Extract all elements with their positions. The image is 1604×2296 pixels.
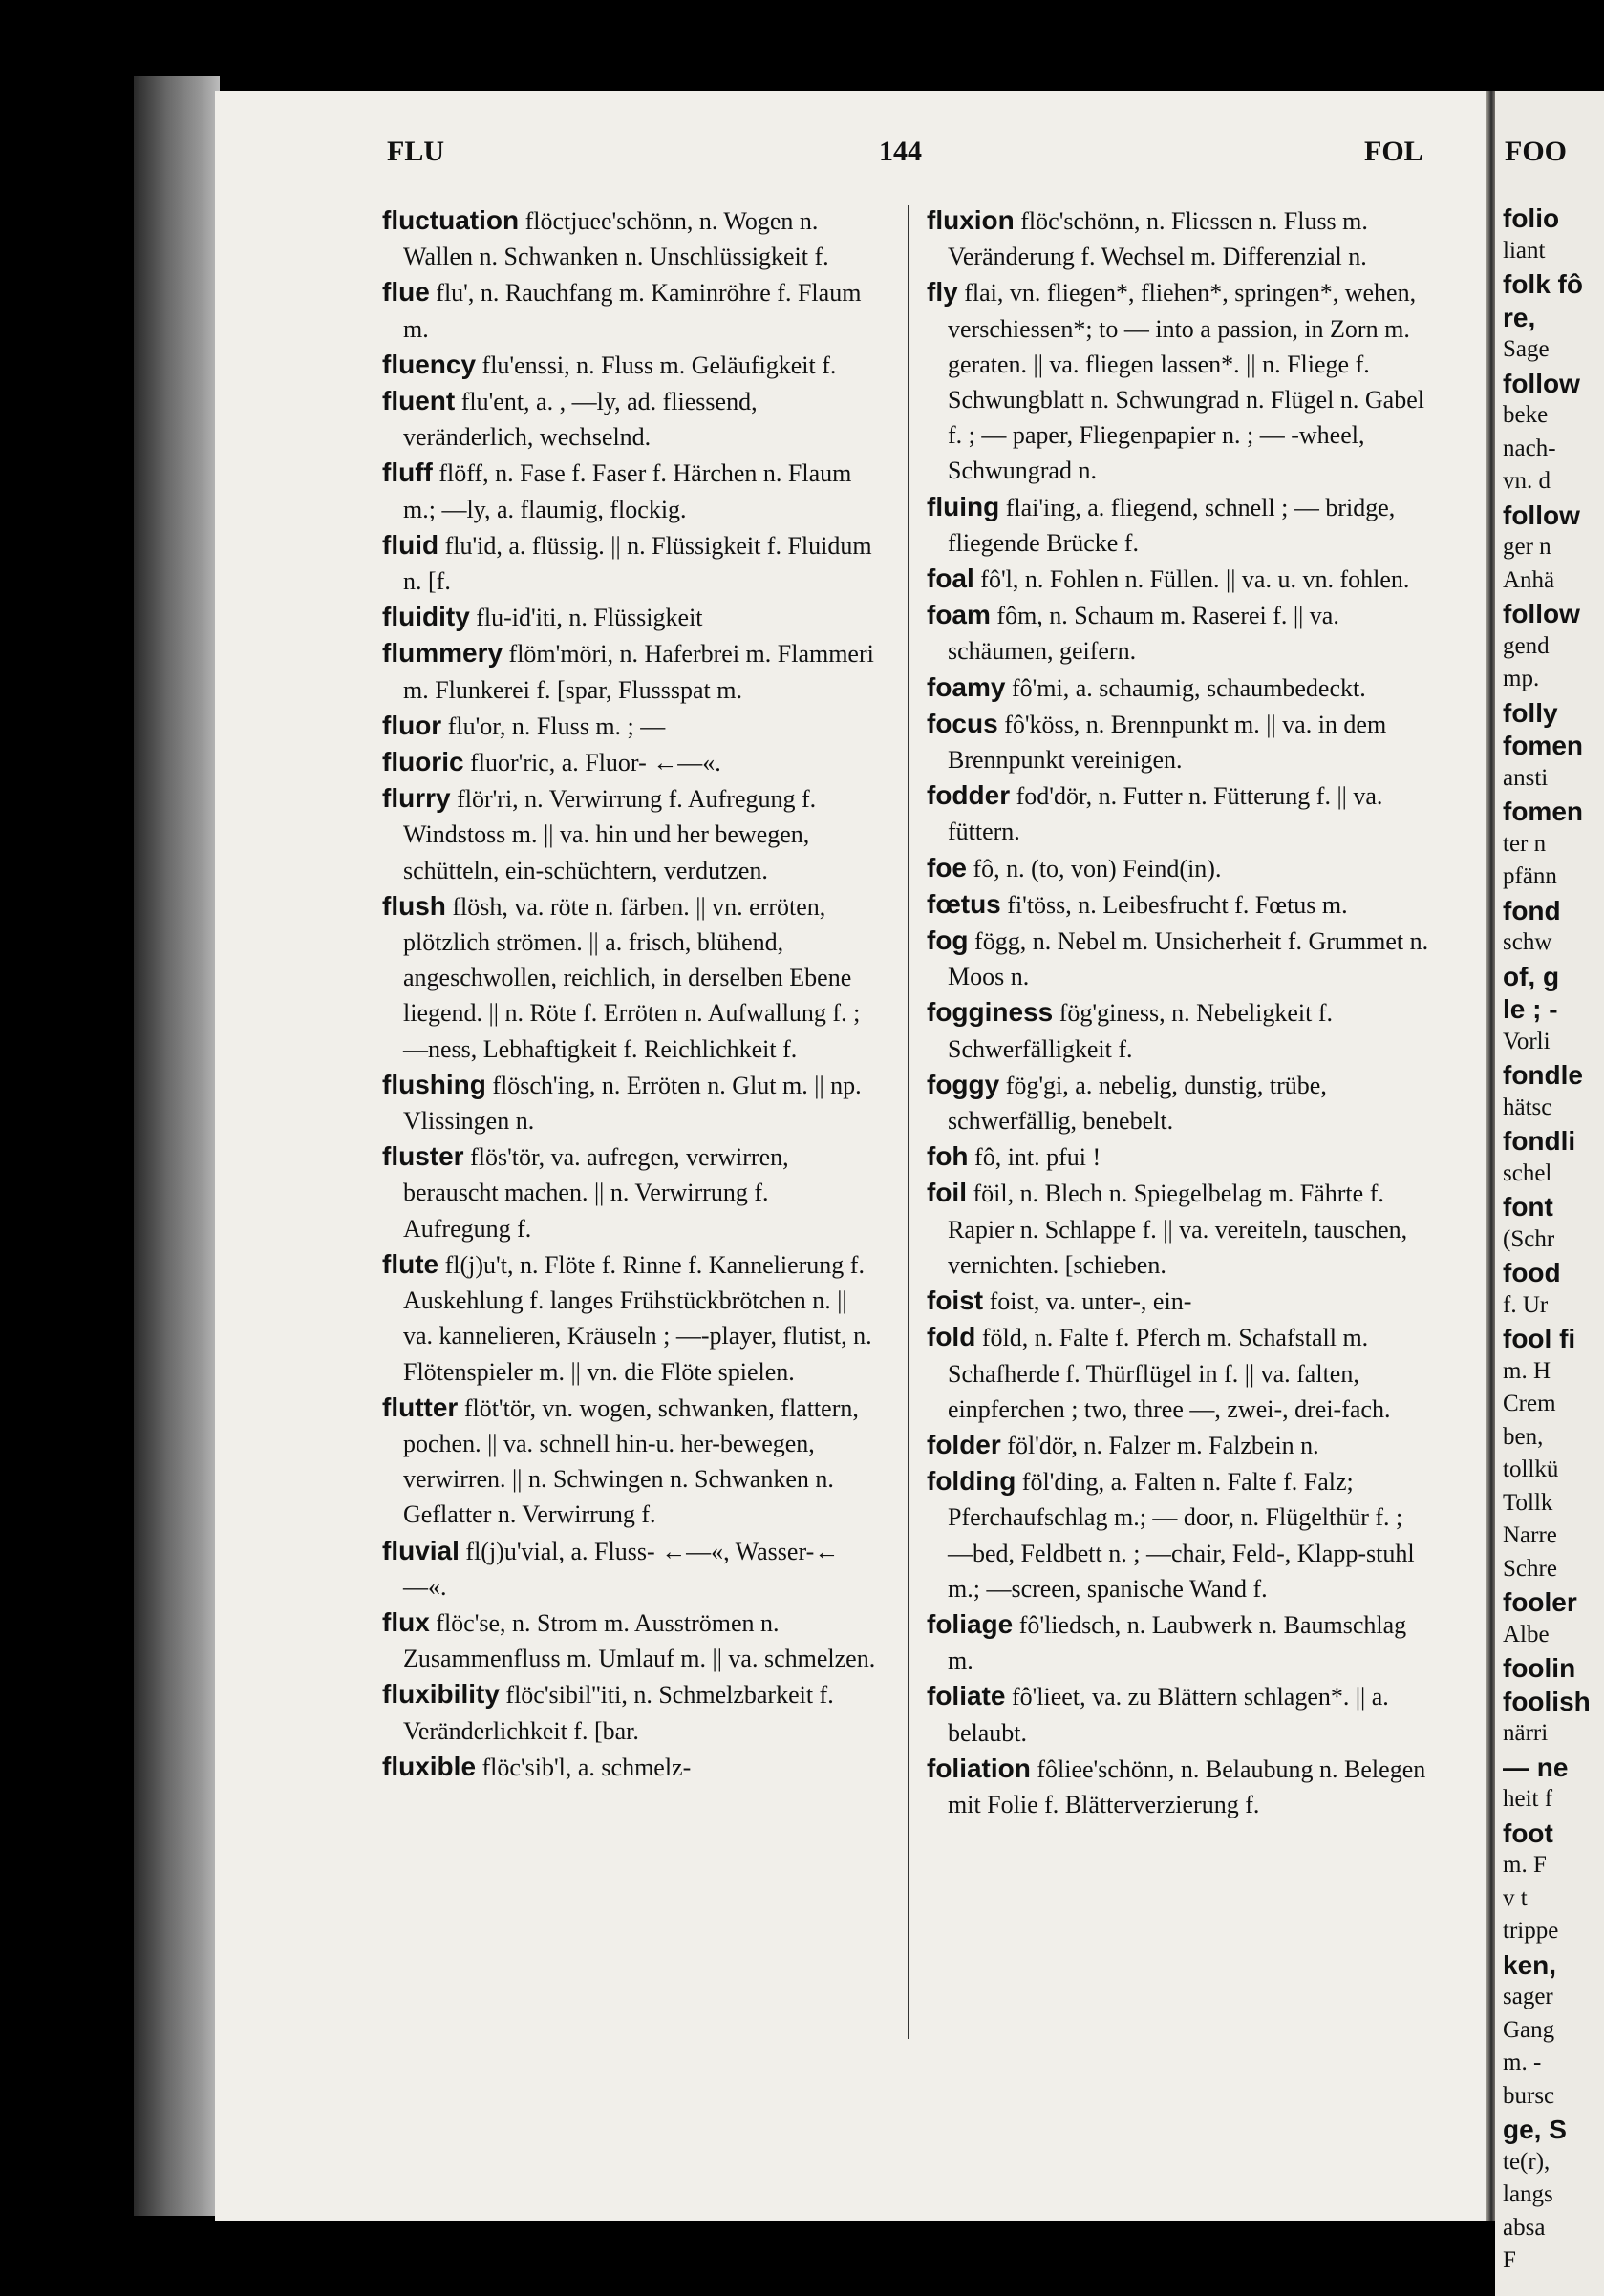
- right-page-line: fomen: [1503, 731, 1583, 760]
- dictionary-entry: foliation fôliee'schönn, n. Belaubung n. Belegen mit Folie f. Blätterverzierung f.: [927, 1753, 1426, 1818]
- dictionary-entry: foamy fô'mi, a. schaumig, schaumbedeckt.: [927, 671, 1366, 702]
- dictionary-entry: flute fl(j)u't, n. Flöte f. Rinne f. Kannelierung f. Auskehlung f. langes Frühstückbrötchen n. || va. kannelieren, Kräuseln ; —-player, flutist, n. Flötenspieler m. || vn. die Flöte spielen.: [382, 1248, 872, 1386]
- dictionary-entry: fœtus fi'töss, n. Leibesfrucht f. Fœtus m.: [927, 888, 1348, 919]
- dictionary-entry: fluster flös'tör, va. aufregen, verwirren, berauscht machen. || n. Verwirrung f. Aufregung f.: [382, 1141, 789, 1243]
- dictionary-entry: foh fô, int. pfui !: [927, 1141, 1101, 1172]
- right-page-line: langs: [1503, 2181, 1553, 2207]
- right-page-line: Gang: [1503, 2016, 1555, 2043]
- right-page-line: le ; -: [1503, 994, 1558, 1024]
- right-page-line: fondle: [1503, 1060, 1583, 1090]
- dictionary-entry: fly flai, vn. fliegen*, fliehen*, springen*, wehen, verschiessen*; to — into a passion, in Zorn m. geraten. || va. fliegen lassen*. || n. Fliege f. Schwungblatt n. Schwungrad n. Flügel n. Gabel f. ; — paper, Fliegenpapier n. ; — -wheel, Schwungrad n.: [927, 277, 1424, 485]
- dictionary-entry: fluxibility flöc'sibil''iti, n. Schmelzbarkeit f. Veränderlichkeit f. [bar.: [382, 1679, 834, 1745]
- right-page-line: ken,: [1503, 1949, 1557, 1980]
- dictionary-entry: folding föl'ding, a. Falten n. Falte f. Falz; Pferchaufschlag m.; — door, n. Flügelthür f. ; —bed, Feldbett n. ; —chair, Feld-, Klapp-stuhl m.; —screen, spanische Wand f.: [927, 1466, 1415, 1603]
- right-page-line: — ne: [1503, 1752, 1569, 1782]
- dictionary-entry: foliate fô'lieet, va. zu Blättern schlagen*. || a. belaubt.: [927, 1681, 1389, 1747]
- dictionary-entry: fodder fod'dör, n. Futter n. Fütterung f. || va. füttern.: [927, 780, 1383, 846]
- right-page-line: v t: [1503, 1884, 1528, 1911]
- right-page-line: beke: [1503, 402, 1549, 428]
- right-page-line: foot: [1503, 1818, 1553, 1848]
- right-page-line: Sage: [1503, 336, 1550, 362]
- dictionary-entry: fluoric fluor'ric, a. Fluor- ←—«.: [382, 747, 721, 777]
- right-page-line: sager: [1503, 1984, 1553, 2009]
- page-number: 144: [879, 136, 922, 167]
- dictionary-entry: fogginess fög'giness, n. Nebeligkeit f. Schwerfälligkeit f.: [927, 997, 1334, 1063]
- right-page-line: follow: [1503, 599, 1580, 628]
- right-page-line: m. -: [1503, 2050, 1542, 2075]
- dictionary-entry: foliage fô'liedsch, n. Laubwerk n. Baumschlag m.: [927, 1608, 1407, 1675]
- dictionary-entry: flurry flör'ri, n. Verwirrung f. Aufregung f. Windstoss m. || va. hin und her bewegen, schütteln, ein-schüchtern, verdutzen.: [382, 783, 817, 884]
- right-page-line: Albe: [1503, 1621, 1550, 1648]
- right-page-line: mp.: [1503, 666, 1540, 691]
- right-page-line: fomen: [1503, 797, 1583, 826]
- header-left: FLU: [387, 136, 444, 167]
- right-page-line: Narre: [1503, 1522, 1557, 1548]
- right-page-line: ansti: [1503, 764, 1549, 791]
- right-page-line: (Schr: [1503, 1225, 1555, 1252]
- dictionary-entry: fluidity flu-id'iti, n. Flüssigkeit: [382, 602, 703, 632]
- dictionary-entry: flue flu', n. Rauchfang m. Kaminröhre f. Flaum m.: [382, 277, 862, 343]
- right-page-line: of, g: [1503, 961, 1560, 991]
- right-page-line: folly: [1503, 697, 1558, 728]
- column-divider: [908, 205, 909, 2039]
- right-page-line: tollkü: [1503, 1456, 1559, 1482]
- dictionary-entry: fluvial fl(j)u'vial, a. Fluss- ←—«, Wasser-←—«.: [382, 1535, 840, 1601]
- right-page-line: Schre: [1503, 1555, 1557, 1582]
- right-page-line: foolin: [1503, 1653, 1576, 1683]
- right-page-line: Anhä: [1503, 566, 1555, 593]
- right-page: [1495, 91, 1604, 2296]
- right-page-line: ter n: [1503, 830, 1547, 857]
- right-page-line: fond: [1503, 895, 1561, 925]
- dictionary-entry: fluxion flöc'schönn, n. Fliessen n. Fluss m. Veränderung f. Wechsel m. Differenzial n.: [927, 205, 1368, 271]
- right-page-line: nach-: [1503, 435, 1556, 461]
- dictionary-entry: foggy fög'gi, a. nebelig, dunstig, trübe, schwerfällig, benebelt.: [927, 1069, 1327, 1136]
- dictionary-entry: flux flöc'se, n. Strom m. Ausströmen n. Zusammenfluss m. Umlauf m. || va. schmelzen.: [382, 1606, 876, 1673]
- right-page-line: folio: [1503, 203, 1560, 233]
- right-page-line: food: [1503, 1258, 1561, 1287]
- right-page-line: hätsc: [1503, 1094, 1552, 1120]
- right-page-line: liant: [1503, 237, 1546, 264]
- right-page-line: schel: [1503, 1159, 1552, 1186]
- right-page-line: ge, S: [1503, 2115, 1567, 2144]
- right-page-line: follow: [1503, 368, 1580, 398]
- right-page-line: fool fi: [1503, 1324, 1576, 1353]
- right-page-line: Crem: [1503, 1391, 1556, 1416]
- right-page-line: font: [1503, 1192, 1553, 1222]
- dictionary-entry: foe fô, n. (to, von) Feind(in).: [927, 852, 1222, 882]
- dictionary-entry: flushing flösch'ing, n. Erröten n. Glut m. || np. Vlissingen n.: [382, 1069, 862, 1136]
- right-page-line: pfänn: [1503, 863, 1557, 889]
- right-page-line: schw: [1503, 929, 1552, 955]
- right-page-line: fondli: [1503, 1126, 1576, 1156]
- dictionary-entry: fluent flu'ent, a. , —ly, ad. fliessend, veränderlich, wechselnd.: [382, 386, 758, 452]
- dictionary-entry: fold föld, n. Falte f. Pferch m. Schafstall m. Schafherde f. Thürflügel in f. || va. falten, einpferchen ; two, three —, zwei-, drei-fach.: [927, 1322, 1391, 1423]
- dictionary-entry: fog fögg, n. Nebel m. Unsicherheit f. Grummet n. Moos n.: [927, 925, 1429, 991]
- right-page-line: fooler: [1503, 1587, 1577, 1617]
- right-page-line: f. Ur: [1503, 1291, 1549, 1318]
- dictionary-entry: foist foist, va. unter-, ein-: [927, 1286, 1192, 1316]
- right-page-line: vn. d: [1503, 468, 1551, 494]
- right-page-line: absa: [1503, 2214, 1546, 2241]
- dictionary-entry: flummery flöm'möri, n. Haferbrei m. Flammeri m. Flunkerei f. [spar, Flussspat m.: [382, 638, 874, 704]
- dictionary-entry: fluctuation flöctjuee'schönn, n. Wogen n. Wallen n. Schwanken n. Unschlüssigkeit f.: [382, 205, 829, 271]
- dictionary-entry: focus fô'köss, n. Brennpunkt m. || va. in dem Brennpunkt vereinigen.: [927, 708, 1387, 775]
- left-column: [382, 202, 879, 1785]
- right-page-line: heit f: [1503, 1786, 1553, 1812]
- right-page-line: m. H: [1503, 1357, 1551, 1384]
- right-page-line: Tollk: [1503, 1489, 1553, 1516]
- dictionary-entry: flutter flöt'tör, vn. wogen, schwanken, flattern, pochen. || va. schnell hin-u. her-bewegen, verwirren. || n. Schwingen n. Schwanken n. Geflatter n. Verwirrung f.: [382, 1392, 859, 1529]
- right-page-line: bursc: [1503, 2082, 1555, 2109]
- right-page-line: re,: [1503, 302, 1536, 332]
- dictionary-entry: foam fôm, n. Schaum m. Raserei f. || va. schäumen, geifern.: [927, 600, 1339, 666]
- right-page-line: ben,: [1503, 1423, 1544, 1450]
- right-page-line: ger n: [1503, 534, 1551, 560]
- dictionary-entry: fluing flai'ing, a. fliegend, schnell ; — bridge, fliegende Brücke f.: [927, 491, 1396, 557]
- right-page-line: follow: [1503, 500, 1580, 530]
- dictionary-entry: flush flösh, va. röte n. färben. || vn. erröten, plötzlich strömen. || a. frisch, blühend, angeschwollen, reichlich, in derselben Ebene liegend. || n. Röte f. Erröten n. Aufwallung f. ; —ness, Lebhaftigkeit f. Reichlichkeit f.: [382, 890, 861, 1063]
- right-page-line: Vorli: [1503, 1028, 1551, 1054]
- header-right: FOL: [1364, 136, 1423, 167]
- dictionary-entry: fluor flu'or, n. Fluss m. ; —: [382, 710, 666, 740]
- right-page-line: te(r),: [1503, 2148, 1551, 2175]
- right-page-line: gend: [1503, 632, 1550, 659]
- right-page-header: FOO: [1505, 136, 1567, 167]
- dictionary-entry: folder föl'dör, n. Falzer m. Falzbein n.: [927, 1429, 1319, 1459]
- right-page-line: foolish: [1503, 1686, 1591, 1716]
- right-page-line: trippe: [1503, 1918, 1559, 1944]
- right-page-line: F: [1503, 2247, 1516, 2273]
- dictionary-entry: fluency flu'enssi, n. Fluss m. Geläufigkeit f.: [382, 349, 837, 379]
- dictionary-entry: fluff flöff, n. Fase f. Faser f. Härchen n. Flaum m.; —ly, a. flaumig, flockig.: [382, 457, 852, 523]
- dictionary-entry: foal fô'l, n. Fohlen n. Füllen. || va. u. vn. fohlen.: [927, 563, 1410, 594]
- right-page-line: närri: [1503, 1720, 1549, 1746]
- page-edge: [134, 76, 220, 2216]
- right-page-line: m. F: [1503, 1852, 1547, 1878]
- dictionary-entry: fluxible flöc'sib'l, a. schmelz-: [382, 1751, 692, 1781]
- right-page-line: folk fô: [1503, 269, 1583, 299]
- dictionary-entry: fluid flu'id, a. flüssig. || n. Flüssigkeit f. Fluidum n. [f.: [382, 529, 872, 596]
- dictionary-entry: foil föil, n. Blech n. Spiegelbelag m. Fährte f. Rapier n. Schlappe f. || va. vereiteln, tauschen, vernichten. [schieben.: [927, 1178, 1408, 1279]
- middle-column: [927, 202, 1433, 1822]
